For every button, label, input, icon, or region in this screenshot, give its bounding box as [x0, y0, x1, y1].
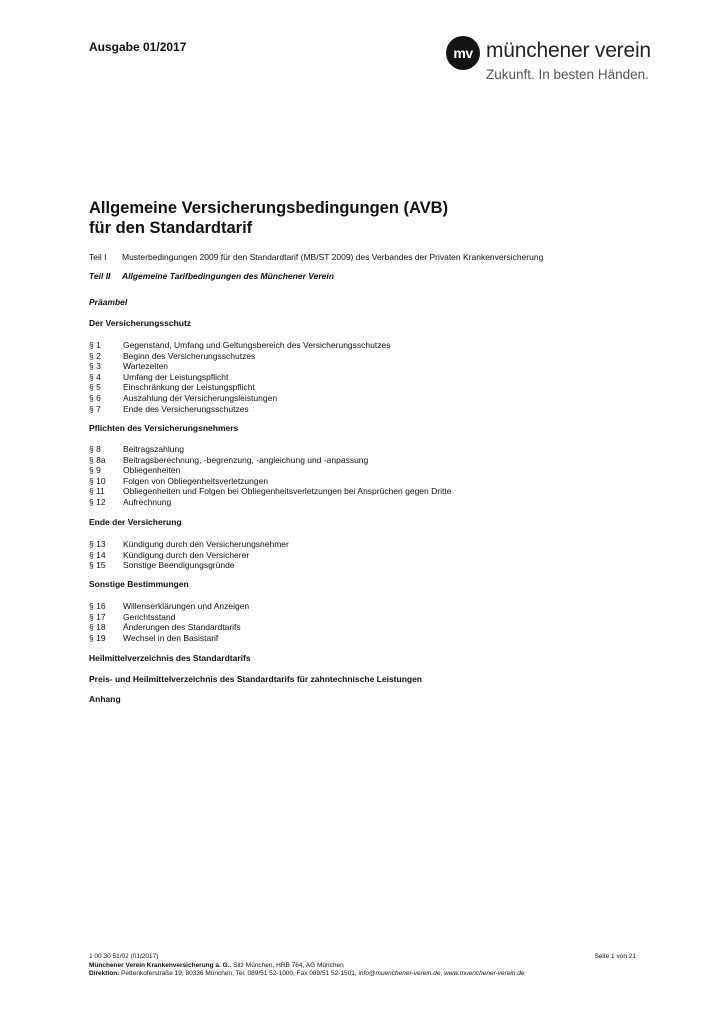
part-number: Teil II — [89, 271, 111, 281]
part-2 — [89, 271, 334, 281]
toc-item-text: Beginn des Versicherungsschutzes — [123, 350, 256, 361]
toc-item-text: Obliegenheiten — [123, 465, 181, 476]
toc-item — [89, 550, 289, 561]
logo-name: münchener verein — [486, 39, 651, 62]
document-title — [89, 198, 448, 238]
toc-item-text: Wartezeiten — [123, 361, 169, 372]
section-heading: Der Versicherungsschutz — [89, 318, 192, 328]
company-logo — [446, 36, 651, 86]
preamble-heading: Präambel — [89, 297, 128, 307]
toc-item — [89, 539, 289, 550]
toc-item-number: § 14 — [89, 549, 106, 560]
toc-item — [89, 393, 390, 404]
toc-item — [89, 444, 451, 455]
page-footer — [89, 953, 525, 979]
toc-item — [89, 622, 249, 633]
footer-company-name: Münchener Verein Krankenversicherung a. G. — [89, 961, 230, 969]
toc-item-number: § 11 — [89, 486, 105, 497]
toc-list — [89, 444, 451, 508]
toc-item-text: Auszahlung der Versicherungsleistungen — [123, 392, 278, 403]
section-heading: Pflichten des Versicherungsnehmers — [89, 423, 239, 433]
toc-item-text: Beitragsberechnung, -begrenzung, -angleichung und -anpassung — [123, 454, 369, 465]
toc-item-text: Kündigung durch den Versicherer — [123, 549, 250, 560]
toc-item — [89, 351, 390, 362]
toc-item — [89, 476, 451, 487]
extra-heading-zahntechnik: Preis- und Heilmittelverzeichnis des Standardtarifs für zahntechnische Leistungen — [89, 674, 422, 684]
toc-item-number: § 3 — [89, 361, 101, 372]
toc-item-number: § 15 — [89, 560, 106, 571]
section-heading: Ende der Versicherung — [89, 517, 182, 527]
footer-email-link[interactable]: info@muenchener-verein.de — [358, 970, 441, 977]
toc-item — [89, 372, 390, 383]
toc-item — [89, 455, 451, 466]
toc-item — [89, 340, 390, 351]
footer-website-link[interactable]: www.muenchener-verein.de — [444, 970, 525, 977]
footer-address — [89, 970, 525, 979]
toc-item-number: § 8a — [89, 454, 106, 465]
toc-item-number: § 12 — [89, 496, 106, 507]
footer-address-label: Direktion: — [89, 970, 120, 977]
toc-item-number: § 10 — [89, 475, 106, 486]
title-line-2: für den Standardtarif — [89, 219, 253, 237]
toc-item-text: Willenserklärungen und Anzeigen — [123, 601, 250, 611]
toc-item-number: § 1 — [89, 340, 101, 350]
toc-item-number: § 7 — [89, 403, 101, 414]
toc-item — [89, 612, 249, 623]
toc-item-number: § 9 — [89, 465, 101, 476]
toc-item-number: § 19 — [89, 632, 106, 643]
footer-company-rest: , Sitz München, HRB 764, AG München — [229, 961, 344, 969]
page-number: Seite 1 von 21 — [594, 953, 636, 960]
edition-label: Ausgabe 01/2017 — [89, 40, 187, 54]
toc-item-text: Kündigung durch den Versicherungsnehmer — [123, 539, 289, 549]
toc-item-number: § 17 — [89, 611, 106, 622]
toc-item-text: Obliegenheiten und Folgen bei Obliegenheitsverletzungen bei Ansprüchen gegen Dritte — [123, 486, 452, 497]
footer-code: 1 00 30 51/02 (01/2017) — [89, 953, 159, 960]
toc-item-text: Sonstige Beendigungsgründe — [123, 560, 235, 571]
part-number: Teil I — [89, 252, 107, 262]
toc-item-number: § 4 — [89, 371, 101, 382]
toc-item-text: Gerichtsstand — [123, 611, 176, 622]
extra-heading-heilmittel: Heilmittelverzeichnis des Standardtarifs — [89, 653, 251, 663]
toc-item-text: Folgen von Obliegenheitsverletzungen — [123, 475, 269, 486]
toc-item-text: Umfang der Leistungspflicht — [123, 371, 229, 382]
toc-item-text: Aufrechnung — [123, 496, 172, 507]
part-text: Allgemeine Tarifbedingungen des Münchener Verein — [122, 271, 334, 281]
toc-item-text: Änderungen des Standardtarifs — [123, 622, 241, 633]
toc-item — [89, 382, 390, 393]
toc-list — [89, 539, 289, 571]
toc-item — [89, 465, 451, 476]
toc-item-number: § 18 — [89, 622, 106, 633]
toc-item-text: Ende des Versicherungsschutzes — [123, 403, 249, 414]
logo-mark: mv — [446, 36, 480, 70]
toc-item — [89, 497, 451, 508]
toc-item — [89, 486, 451, 497]
toc-item-text: Einschränkung der Leistungspflicht — [123, 382, 255, 393]
part-text: Musterbedingungen 2009 für den Standardtarif (MB/ST 2009) des Verbandes der Privaten Krankenversicherung — [122, 252, 544, 262]
title-line-1: Allgemeine Versicherungsbedingungen (AVB) — [89, 199, 449, 217]
logo-tagline: Zukunft. In besten Händen. — [486, 67, 649, 82]
toc-item — [89, 633, 249, 644]
footer-address-text: Pettenkoferstraße 19, 80336 München, Tel. 089/51 52-1000, Fax 089/51 52-1501, — [119, 970, 359, 977]
toc-item — [89, 361, 390, 372]
toc-item-number: § 2 — [89, 350, 101, 361]
toc-item-number: § 13 — [89, 539, 106, 549]
toc-item-number: § 16 — [89, 601, 106, 611]
extra-heading-anhang: Anhang — [89, 694, 121, 704]
toc-item-number: § 5 — [89, 382, 101, 393]
toc-list — [89, 340, 390, 414]
toc-item-text: Wechsel in den Basistarif — [123, 632, 219, 643]
toc-item — [89, 601, 249, 612]
toc-item-text: Beitragszahlung — [123, 444, 184, 454]
toc-item-number: § 6 — [89, 392, 101, 403]
toc-item — [89, 404, 390, 415]
part-1 — [89, 252, 543, 262]
toc-list — [89, 601, 249, 643]
toc-item-text: Gegenstand, Umfang und Geltungsbereich des Versicherungsschutzes — [123, 340, 391, 350]
toc-item-number: § 8 — [89, 444, 101, 454]
footer-company — [89, 962, 525, 971]
toc-item — [89, 560, 289, 571]
footer-separator: , — [440, 970, 445, 977]
section-heading: Sonstige Bestimmungen — [89, 579, 189, 589]
